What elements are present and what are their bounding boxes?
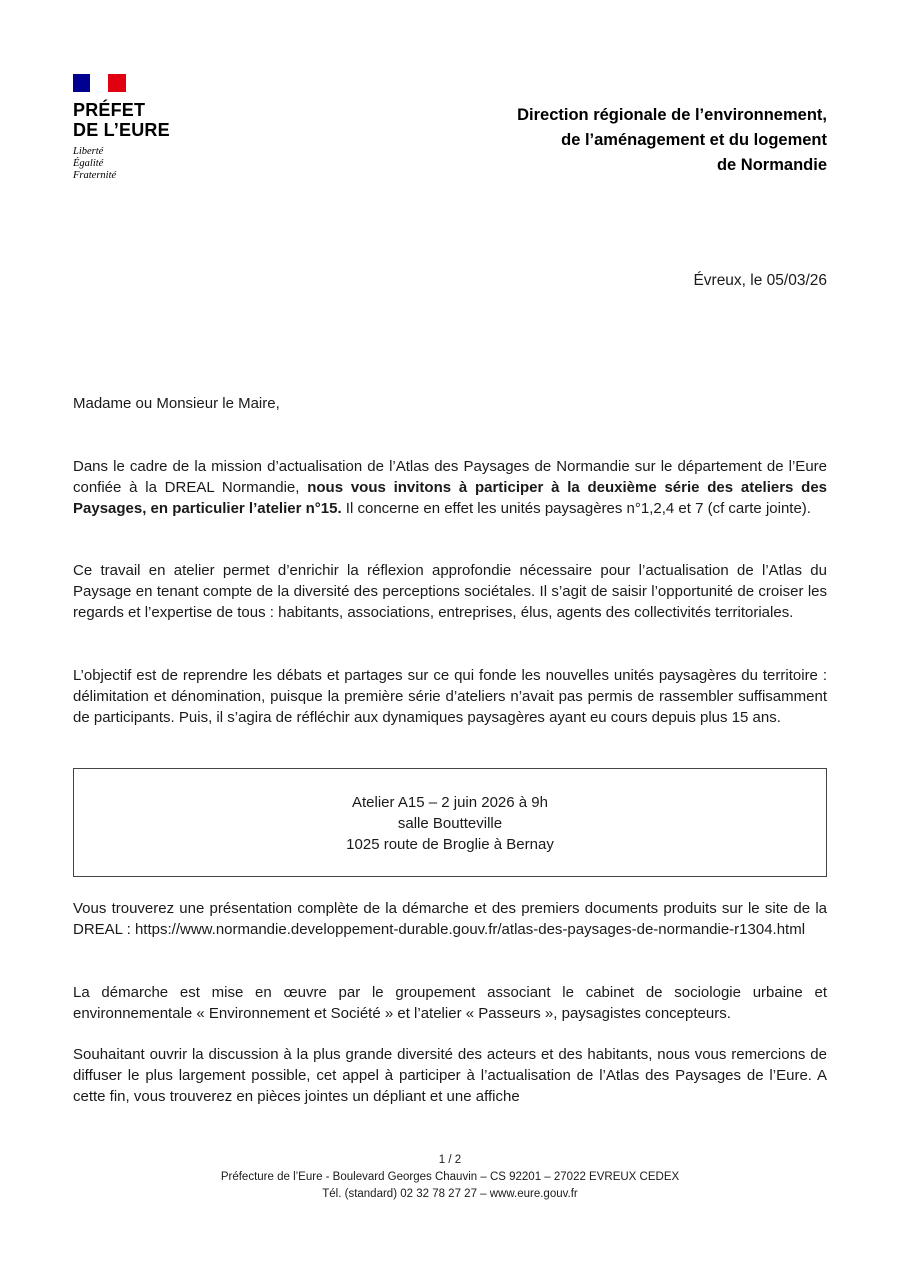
paragraph-presentation-link: Vous trouverez une présentation complète de la démarche et des premiers documents produits sur le site de la DREAL : https://www.normandie.developpement-durable.gouv.fr/atlas-des-paysages-de-normandie-r1304.html xyxy=(73,900,827,938)
paragraph-diffusion: Souhaitant ouvrir la discussion à la plus grande diversité des acteurs et des habitants, nous vous remercions de diffuser le plus largement possible, cet appel à participer à l’actualisation de l’Atlas des Paysages de l’Eure. A cette fin, vous trouverez en pièces jointes un dépliant et une affiche xyxy=(73,1046,827,1105)
motto-fraternite: Fraternité xyxy=(73,170,117,181)
event-title: Atelier A15 – 2 juin 2026 à 9h xyxy=(352,794,548,811)
footer-address: Préfecture de l’Eure - Boulevard Georges Chauvin – CS 92201 – 27022 EVREUX CEDEX xyxy=(220,1171,680,1183)
sender-direction xyxy=(517,103,827,178)
letter-date: Évreux, le 05/03/26 xyxy=(693,272,827,289)
motto-liberte: Liberté xyxy=(73,146,104,157)
event-address: 1025 route de Broglie à Bernay xyxy=(346,836,554,853)
invitation-text-start: Dans le cadre de la mission d’actualisation de l’Atlas des Paysages de Normandie sur le département de l’Eure confiée à la DREAL Normandie, xyxy=(73,458,827,496)
page-number: 1 / 2 xyxy=(438,1154,462,1166)
invitation-text-end: Il concerne en effet les unités paysagères n°1,2,4 et 7 (cf carte jointe). xyxy=(341,500,811,517)
paragraph-objective: L’objectif est de reprendre les débats et partages sur ce qui fonde les nouvelles unités paysagères du territoire : délimitation et dénomination, puisque la première série d’ateliers n’avait pas permis de rassembler suffisamment de participants. Puis, il s’agira de réfléchir aux dynamiques paysagères ayant eu cours depuis plus 15 ans. xyxy=(73,667,827,726)
prefet-logo xyxy=(73,74,203,182)
paragraph-invitation xyxy=(73,456,827,519)
salutation: Madame ou Monsieur le Maire, xyxy=(73,395,280,412)
page-footer xyxy=(0,1152,900,1203)
paragraph-workshop-purpose: Ce travail en atelier permet d’enrichir la réflexion approfondie nécessaire pour l’actualisation de l’Atlas du Paysage en tenant compte de la diversité des perceptions sociétales. Il s’agit de saisir l’opportunité de croiser les regards et l’expertise de tous : habitants, associations, entreprises, élus, agents des collectivités territoriales. xyxy=(73,562,827,621)
event-venue: salle Boutteville xyxy=(397,815,503,832)
footer-contact: Tél. (standard) 02 32 78 27 27 – www.eure.gouv.fr xyxy=(322,1188,578,1200)
prefet-line-2: DE L’EURE xyxy=(73,120,170,140)
motto-egalite: Égalité xyxy=(73,158,104,169)
french-flag-icon xyxy=(73,74,126,92)
prefet-title xyxy=(73,100,203,140)
direction-line-3: de Normandie xyxy=(716,156,827,174)
paragraph-groupement: La démarche est mise en œuvre par le groupement associant le cabinet de sociologie urbaine et environnementale « Environnement et Société » et l’atelier « Passeurs », paysagistes concepteurs. xyxy=(73,984,827,1022)
event-details-box xyxy=(73,768,827,877)
prefet-line-1: PRÉFET xyxy=(73,100,146,120)
republic-motto xyxy=(73,146,203,182)
direction-line-1: Direction régionale de l’environnement, xyxy=(517,106,827,124)
direction-line-2: de l’aménagement et du logement xyxy=(561,131,827,149)
invitation-text-bold: nous vous invitons à participer à la deuxième série des ateliers des Paysages, en particulier l’atelier n°15. xyxy=(73,479,828,517)
